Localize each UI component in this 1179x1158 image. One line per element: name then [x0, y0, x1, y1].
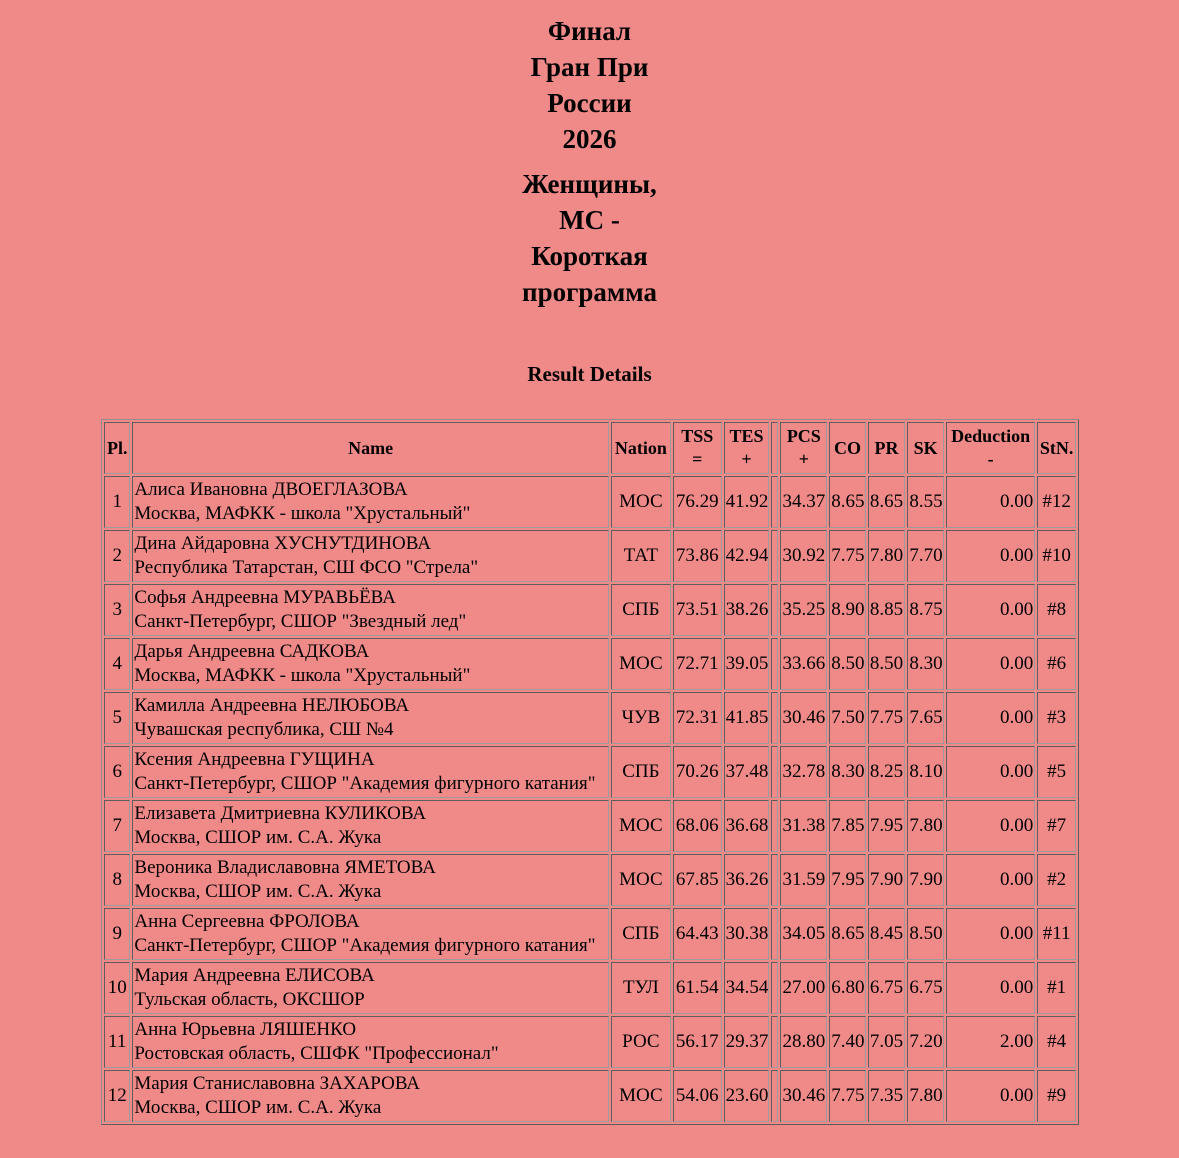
pr-cell: 7.75 — [868, 692, 906, 744]
place-cell: 3 — [104, 584, 130, 636]
header-name: Name — [132, 422, 609, 474]
header-pcs-operator: + — [798, 449, 809, 469]
spacer-cell — [771, 1016, 778, 1068]
place-cell: 6 — [104, 746, 130, 798]
tss-cell: 70.26 — [673, 746, 722, 798]
co-cell: 7.40 — [829, 1016, 866, 1068]
tes-cell: 41.85 — [724, 692, 770, 744]
nation-cell: ТУЛ — [611, 962, 671, 1014]
sk-cell: 7.65 — [907, 692, 944, 744]
page-header — [0, 13, 1179, 310]
nation-cell: МОС — [611, 476, 671, 528]
deduction-cell: 0.00 — [946, 638, 1035, 690]
pr-cell: 8.45 — [868, 908, 906, 960]
pcs-cell: 30.46 — [780, 692, 827, 744]
start-number-cell: #1 — [1037, 962, 1076, 1014]
pr-cell: 6.75 — [868, 962, 906, 1014]
skater-cell — [132, 1070, 609, 1122]
results-body — [104, 476, 1076, 1122]
header-pcs — [780, 422, 827, 474]
sk-cell: 8.75 — [907, 584, 944, 636]
place-cell: 8 — [104, 854, 130, 906]
place-cell: 4 — [104, 638, 130, 690]
skater-cell — [132, 962, 609, 1014]
start-number-cell: #9 — [1037, 1070, 1076, 1122]
table-row — [104, 584, 1076, 636]
deduction-cell: 0.00 — [946, 962, 1035, 1014]
skater-cell — [132, 800, 609, 852]
pr-cell: 7.90 — [868, 854, 906, 906]
results-table — [101, 419, 1079, 1125]
skater-club: Чувашская республика, СШ №4 — [134, 719, 394, 740]
deduction-cell: 0.00 — [946, 584, 1035, 636]
tss-cell: 76.29 — [673, 476, 722, 528]
tss-cell: 56.17 — [673, 1016, 722, 1068]
tss-cell: 61.54 — [673, 962, 722, 1014]
nation-cell: ТАТ — [611, 530, 671, 582]
co-cell: 8.90 — [829, 584, 866, 636]
skater-cell — [132, 692, 609, 744]
pcs-cell: 34.37 — [780, 476, 827, 528]
place-cell: 10 — [104, 962, 130, 1014]
tss-cell: 73.86 — [673, 530, 722, 582]
tss-cell: 64.43 — [673, 908, 722, 960]
table-row — [104, 1016, 1076, 1068]
pcs-cell: 30.92 — [780, 530, 827, 582]
deduction-cell: 0.00 — [946, 908, 1035, 960]
event-title — [0, 13, 1179, 157]
header-place: Pl. — [104, 422, 130, 474]
header-tes — [724, 422, 770, 474]
header-deduction-label: Deduction — [951, 426, 1031, 446]
skater-name: Вероника Владиславовна ЯМЕТОВА — [134, 857, 436, 878]
spacer-cell — [771, 908, 778, 960]
co-cell: 7.50 — [829, 692, 866, 744]
table-row — [104, 638, 1076, 690]
skater-club: Москва, МАФКК - школа "Хрустальный" — [134, 503, 471, 524]
start-number-cell: #8 — [1037, 584, 1076, 636]
skater-club: Санкт-Петербург, СШОР "Академия фигурного катания" — [134, 935, 596, 956]
category-title-line: программа — [522, 277, 657, 307]
pcs-cell: 32.78 — [780, 746, 827, 798]
header-tes-label: TES — [729, 426, 764, 446]
nation-cell: МОС — [611, 638, 671, 690]
spacer-cell — [771, 638, 778, 690]
table-row — [104, 800, 1076, 852]
header-pr: PR — [868, 422, 906, 474]
tes-cell: 37.48 — [724, 746, 770, 798]
spacer-cell — [771, 854, 778, 906]
nation-cell: РОС — [611, 1016, 671, 1068]
sk-cell: 8.55 — [907, 476, 944, 528]
skater-club: Ростовская область, СШФК "Профессионал" — [134, 1043, 499, 1064]
table-row — [104, 692, 1076, 744]
spacer-cell — [771, 584, 778, 636]
table-row — [104, 476, 1076, 528]
table-row — [104, 908, 1076, 960]
nation-cell: СПБ — [611, 908, 671, 960]
pcs-cell: 30.46 — [780, 1070, 827, 1122]
skater-cell — [132, 854, 609, 906]
skater-name: Анна Сергеевна ФРОЛОВА — [134, 911, 360, 932]
category-title-line: Женщины, — [522, 169, 657, 199]
place-cell: 5 — [104, 692, 130, 744]
nation-cell: МОС — [611, 1070, 671, 1122]
tes-cell: 42.94 — [724, 530, 770, 582]
skater-cell — [132, 908, 609, 960]
spacer-cell — [771, 530, 778, 582]
skater-name: Дарья Андреевна САДКОВА — [134, 641, 370, 662]
pr-cell: 7.05 — [868, 1016, 906, 1068]
co-cell: 7.75 — [829, 1070, 866, 1122]
category-title — [0, 166, 1179, 310]
place-cell: 12 — [104, 1070, 130, 1122]
sk-cell: 8.10 — [907, 746, 944, 798]
start-number-cell: #12 — [1037, 476, 1076, 528]
skater-name: Мария Станиславовна ЗАХАРОВА — [134, 1073, 421, 1094]
tes-cell: 36.26 — [724, 854, 770, 906]
table-row — [104, 854, 1076, 906]
deduction-cell: 0.00 — [946, 476, 1035, 528]
tes-cell: 30.38 — [724, 908, 770, 960]
header-tes-operator: + — [741, 449, 752, 469]
pr-cell: 7.95 — [868, 800, 906, 852]
deduction-cell: 0.00 — [946, 746, 1035, 798]
skater-name: Ксения Андреевна ГУЩИНА — [134, 749, 375, 770]
skater-name: Камилла Андреевна НЕЛЮБОВА — [134, 695, 410, 716]
skater-cell — [132, 638, 609, 690]
sk-cell: 7.20 — [907, 1016, 944, 1068]
start-number-cell: #6 — [1037, 638, 1076, 690]
start-number-cell: #7 — [1037, 800, 1076, 852]
nation-cell: СПБ — [611, 746, 671, 798]
skater-club: Республика Татарстан, СШ ФСО "Стрела" — [134, 557, 479, 578]
tss-cell: 72.71 — [673, 638, 722, 690]
tes-cell: 38.26 — [724, 584, 770, 636]
header-deduction-operator: - — [987, 449, 994, 469]
pr-cell: 8.25 — [868, 746, 906, 798]
co-cell: 7.75 — [829, 530, 866, 582]
start-number-cell: #10 — [1037, 530, 1076, 582]
sk-cell: 8.30 — [907, 638, 944, 690]
co-cell: 6.80 — [829, 962, 866, 1014]
tss-cell: 54.06 — [673, 1070, 722, 1122]
header-tss — [673, 422, 722, 474]
sk-cell: 7.80 — [907, 1070, 944, 1122]
co-cell: 7.85 — [829, 800, 866, 852]
event-title-line: Гран При — [530, 52, 649, 82]
tes-cell: 36.68 — [724, 800, 770, 852]
skater-name: Софья Андреевна МУРАВЬЁВА — [134, 587, 396, 608]
header-co: CO — [829, 422, 866, 474]
skater-club: Тульская область, ОКСШОР — [134, 989, 365, 1010]
place-cell: 1 — [104, 476, 130, 528]
co-cell: 8.65 — [829, 476, 866, 528]
co-cell: 8.65 — [829, 908, 866, 960]
start-number-cell: #5 — [1037, 746, 1076, 798]
spacer-cell — [771, 692, 778, 744]
header-pcs-label: PCS — [786, 426, 821, 446]
deduction-cell: 0.00 — [946, 800, 1035, 852]
start-number-cell: #4 — [1037, 1016, 1076, 1068]
deduction-cell: 0.00 — [946, 530, 1035, 582]
place-cell: 7 — [104, 800, 130, 852]
co-cell: 8.50 — [829, 638, 866, 690]
pcs-cell: 31.59 — [780, 854, 827, 906]
pcs-cell: 27.00 — [780, 962, 827, 1014]
nation-cell: МОС — [611, 800, 671, 852]
tss-cell: 68.06 — [673, 800, 722, 852]
nation-cell: МОС — [611, 854, 671, 906]
sk-cell: 7.80 — [907, 800, 944, 852]
tes-cell: 29.37 — [724, 1016, 770, 1068]
nation-cell: ЧУВ — [611, 692, 671, 744]
skater-cell — [132, 746, 609, 798]
tss-cell: 67.85 — [673, 854, 722, 906]
deduction-cell: 0.00 — [946, 1070, 1035, 1122]
header-tss-label: TSS — [681, 426, 714, 446]
result-details-heading: Result Details — [527, 362, 652, 386]
pcs-cell: 34.05 — [780, 908, 827, 960]
skater-cell — [132, 584, 609, 636]
skater-name: Анна Юрьевна ЛЯШЕНКО — [134, 1019, 357, 1040]
category-title-line: МС - — [559, 205, 620, 235]
pr-cell: 7.80 — [868, 530, 906, 582]
table-row — [104, 746, 1076, 798]
event-title-line: 2026 — [562, 124, 617, 154]
header-nation: Nation — [611, 422, 671, 474]
place-cell: 11 — [104, 1016, 130, 1068]
skater-club: Санкт-Петербург, СШОР "Академия фигурного катания" — [134, 773, 596, 794]
header-deduction — [946, 422, 1035, 474]
start-number-cell: #2 — [1037, 854, 1076, 906]
pr-cell: 8.85 — [868, 584, 906, 636]
spacer-cell — [771, 800, 778, 852]
pcs-cell: 31.38 — [780, 800, 827, 852]
co-cell: 7.95 — [829, 854, 866, 906]
skater-name: Алиса Ивановна ДВОЕГЛАЗОВА — [134, 479, 408, 500]
skater-name: Мария Андреевна ЕЛИСОВА — [134, 965, 375, 986]
tes-cell: 34.54 — [724, 962, 770, 1014]
header-sk: SK — [907, 422, 944, 474]
sk-cell: 8.50 — [907, 908, 944, 960]
skater-name: Елизавета Дмитриевна КУЛИКОВА — [134, 803, 427, 824]
pr-cell: 8.65 — [868, 476, 906, 528]
table-row — [104, 1070, 1076, 1122]
deduction-cell: 0.00 — [946, 692, 1035, 744]
pcs-cell: 35.25 — [780, 584, 827, 636]
pcs-cell: 28.80 — [780, 1016, 827, 1068]
place-cell: 2 — [104, 530, 130, 582]
tss-cell: 72.31 — [673, 692, 722, 744]
deduction-cell: 0.00 — [946, 854, 1035, 906]
table-row — [104, 530, 1076, 582]
skater-club: Москва, МАФКК - школа "Хрустальный" — [134, 665, 471, 686]
spacer-cell — [771, 962, 778, 1014]
skater-name: Дина Айдаровна ХУСНУТДИНОВА — [134, 533, 431, 554]
pcs-cell: 33.66 — [780, 638, 827, 690]
sk-cell: 6.75 — [907, 962, 944, 1014]
sk-cell: 7.90 — [907, 854, 944, 906]
skater-cell — [132, 530, 609, 582]
sk-cell: 7.70 — [907, 530, 944, 582]
start-number-cell: #11 — [1037, 908, 1076, 960]
header-start-number: StN. — [1037, 422, 1076, 474]
pr-cell: 7.35 — [868, 1070, 906, 1122]
tes-cell: 39.05 — [724, 638, 770, 690]
spacer-cell — [771, 476, 778, 528]
start-number-cell: #3 — [1037, 692, 1076, 744]
skater-club: Москва, СШОР им. С.А. Жука — [134, 881, 382, 902]
header-spacer — [771, 422, 778, 474]
nation-cell: СПБ — [611, 584, 671, 636]
place-cell: 9 — [104, 908, 130, 960]
tes-cell: 41.92 — [724, 476, 770, 528]
skater-cell — [132, 1016, 609, 1068]
event-title-line: России — [547, 88, 632, 118]
spacer-cell — [771, 1070, 778, 1122]
deduction-cell: 2.00 — [946, 1016, 1035, 1068]
skater-cell — [132, 476, 609, 528]
skater-club: Санкт-Петербург, СШОР "Звездный лед" — [134, 611, 467, 632]
co-cell: 8.30 — [829, 746, 866, 798]
skater-club: Москва, СШОР им. С.А. Жука — [134, 827, 382, 848]
table-row — [104, 962, 1076, 1014]
pr-cell: 8.50 — [868, 638, 906, 690]
header-tss-operator: = — [692, 449, 703, 469]
category-title-line: Короткая — [531, 241, 648, 271]
spacer-cell — [771, 746, 778, 798]
tes-cell: 23.60 — [724, 1070, 770, 1122]
header-row — [104, 422, 1076, 474]
tss-cell: 73.51 — [673, 584, 722, 636]
skater-club: Москва, СШОР им. С.А. Жука — [134, 1097, 382, 1118]
event-title-line: Финал — [547, 16, 632, 46]
